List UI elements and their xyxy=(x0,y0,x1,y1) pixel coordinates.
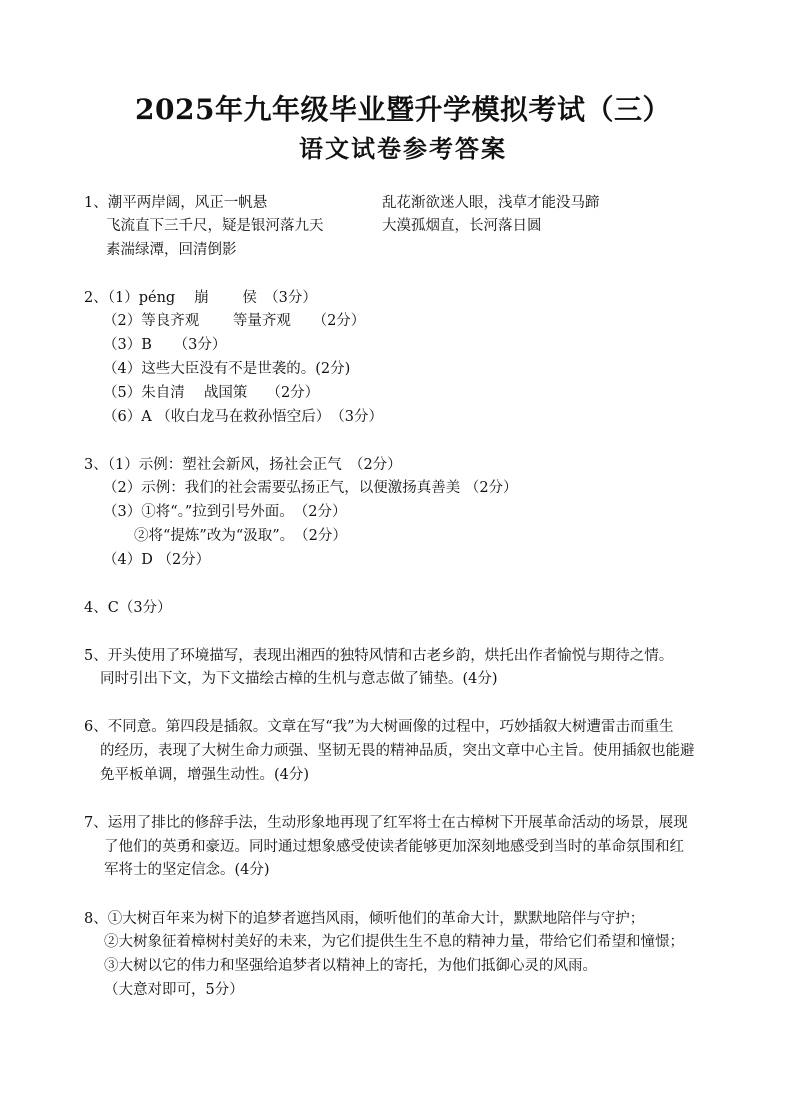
q1-line-e: 素湍绿潭，回清倒影 xyxy=(106,242,237,258)
q1-line-a: 1、潮平两岸阔，风正一帆悬 xyxy=(84,195,268,211)
q6-line-3: 免平板单调，增强生动性。(4分) xyxy=(100,767,310,783)
q7-line-3: 军将士的坚定信念。(4分) xyxy=(104,862,270,878)
q1-line-d: 大漠孤烟直，长河落日圆 xyxy=(382,218,542,234)
q1-line-c: 飞流直下三千尺，疑是银河落九天 xyxy=(106,218,324,234)
q3-line-2: （2）示例：我们的社会需要弘扬正气，以便激扬真善美 （2分） xyxy=(103,480,518,496)
q8-line-3: ③大树以它的伟力和坚强给追梦者以精神上的寄托，为他们抵御心灵的风雨。 xyxy=(104,958,597,974)
page-title: 2025年九年级毕业暨升学模拟考试（三） xyxy=(135,93,671,126)
q8-line-4: （大意对即可，5分） xyxy=(104,982,244,998)
q7-line-2: 了他们的英勇和豪迈。同时通过想象感受使读者能够更加深刻地感受到当时的革命氛围和红 xyxy=(104,839,684,855)
q5-line-1: 5、开头使用了环境描写，表现出湘西的独特风情和古老乡韵，烘托出作者愉悦与期待之情。 xyxy=(84,648,674,664)
q2-line-4: （4）这些大臣没有不是世袭的。(2分) xyxy=(103,361,351,377)
q3-line-4: ②将“提炼”改为“汲取”。 （2分） xyxy=(134,528,347,544)
q3-line-5: （4）D （2分） xyxy=(103,552,211,568)
page-subtitle: 语文试卷参考答案 xyxy=(299,134,507,163)
q3-line-1: 3、（1）示例：塑社会新风，扬社会正气 （2分） xyxy=(84,457,402,473)
q4-line: 4、C（3分） xyxy=(84,600,172,616)
q3-line-3: （3）①将“。”拉到引号外面。 （2分） xyxy=(103,504,347,520)
q5-line-2: 同时引出下文，为下文描绘古樟的生机与意志做了铺垫。(4分) xyxy=(100,671,498,687)
q1-line-b: 乱花渐欲迷人眼，浅草才能没马蹄 xyxy=(382,195,600,211)
q2-line-3: （3）B （3分） xyxy=(103,337,227,353)
q2-line-2: （2）等良齐观 等量齐观 （2分） xyxy=(103,313,366,329)
q6-line-1: 6、不同意。第四段是插叙。文章在写“我”为大树画像的过程中，巧妙插叙大树遭雷击而重生 xyxy=(84,719,674,735)
q6-line-2: 的经历，表现了大树生命力顽强、坚韧无畏的精神品质，突出文章中心主旨。使用插叙也能避 xyxy=(100,743,695,759)
q8-line-1: 8、①大树百年来为树下的追梦者遮挡风雨，倾听他们的革命大计，默默地陪伴与守护； xyxy=(84,911,645,927)
q7-line-1: 7、运用了排比的修辞手法，生动形象地再现了红军将士在古樟树下开展革命活动的场景，展现 xyxy=(84,815,688,831)
q8-line-2: ②大树象征着樟树村美好的未来，为它们提供生生不息的精神力量，带给它们希望和憧憬； xyxy=(104,934,684,950)
q2-line-1: 2、（1）péng 崩 侯 （3分） xyxy=(84,290,317,306)
q2-line-5: （5）朱自清 战国策 （2分） xyxy=(103,385,320,401)
q2-line-6: （6）A （收白龙马在救孙悟空后） （3分） xyxy=(103,409,384,425)
